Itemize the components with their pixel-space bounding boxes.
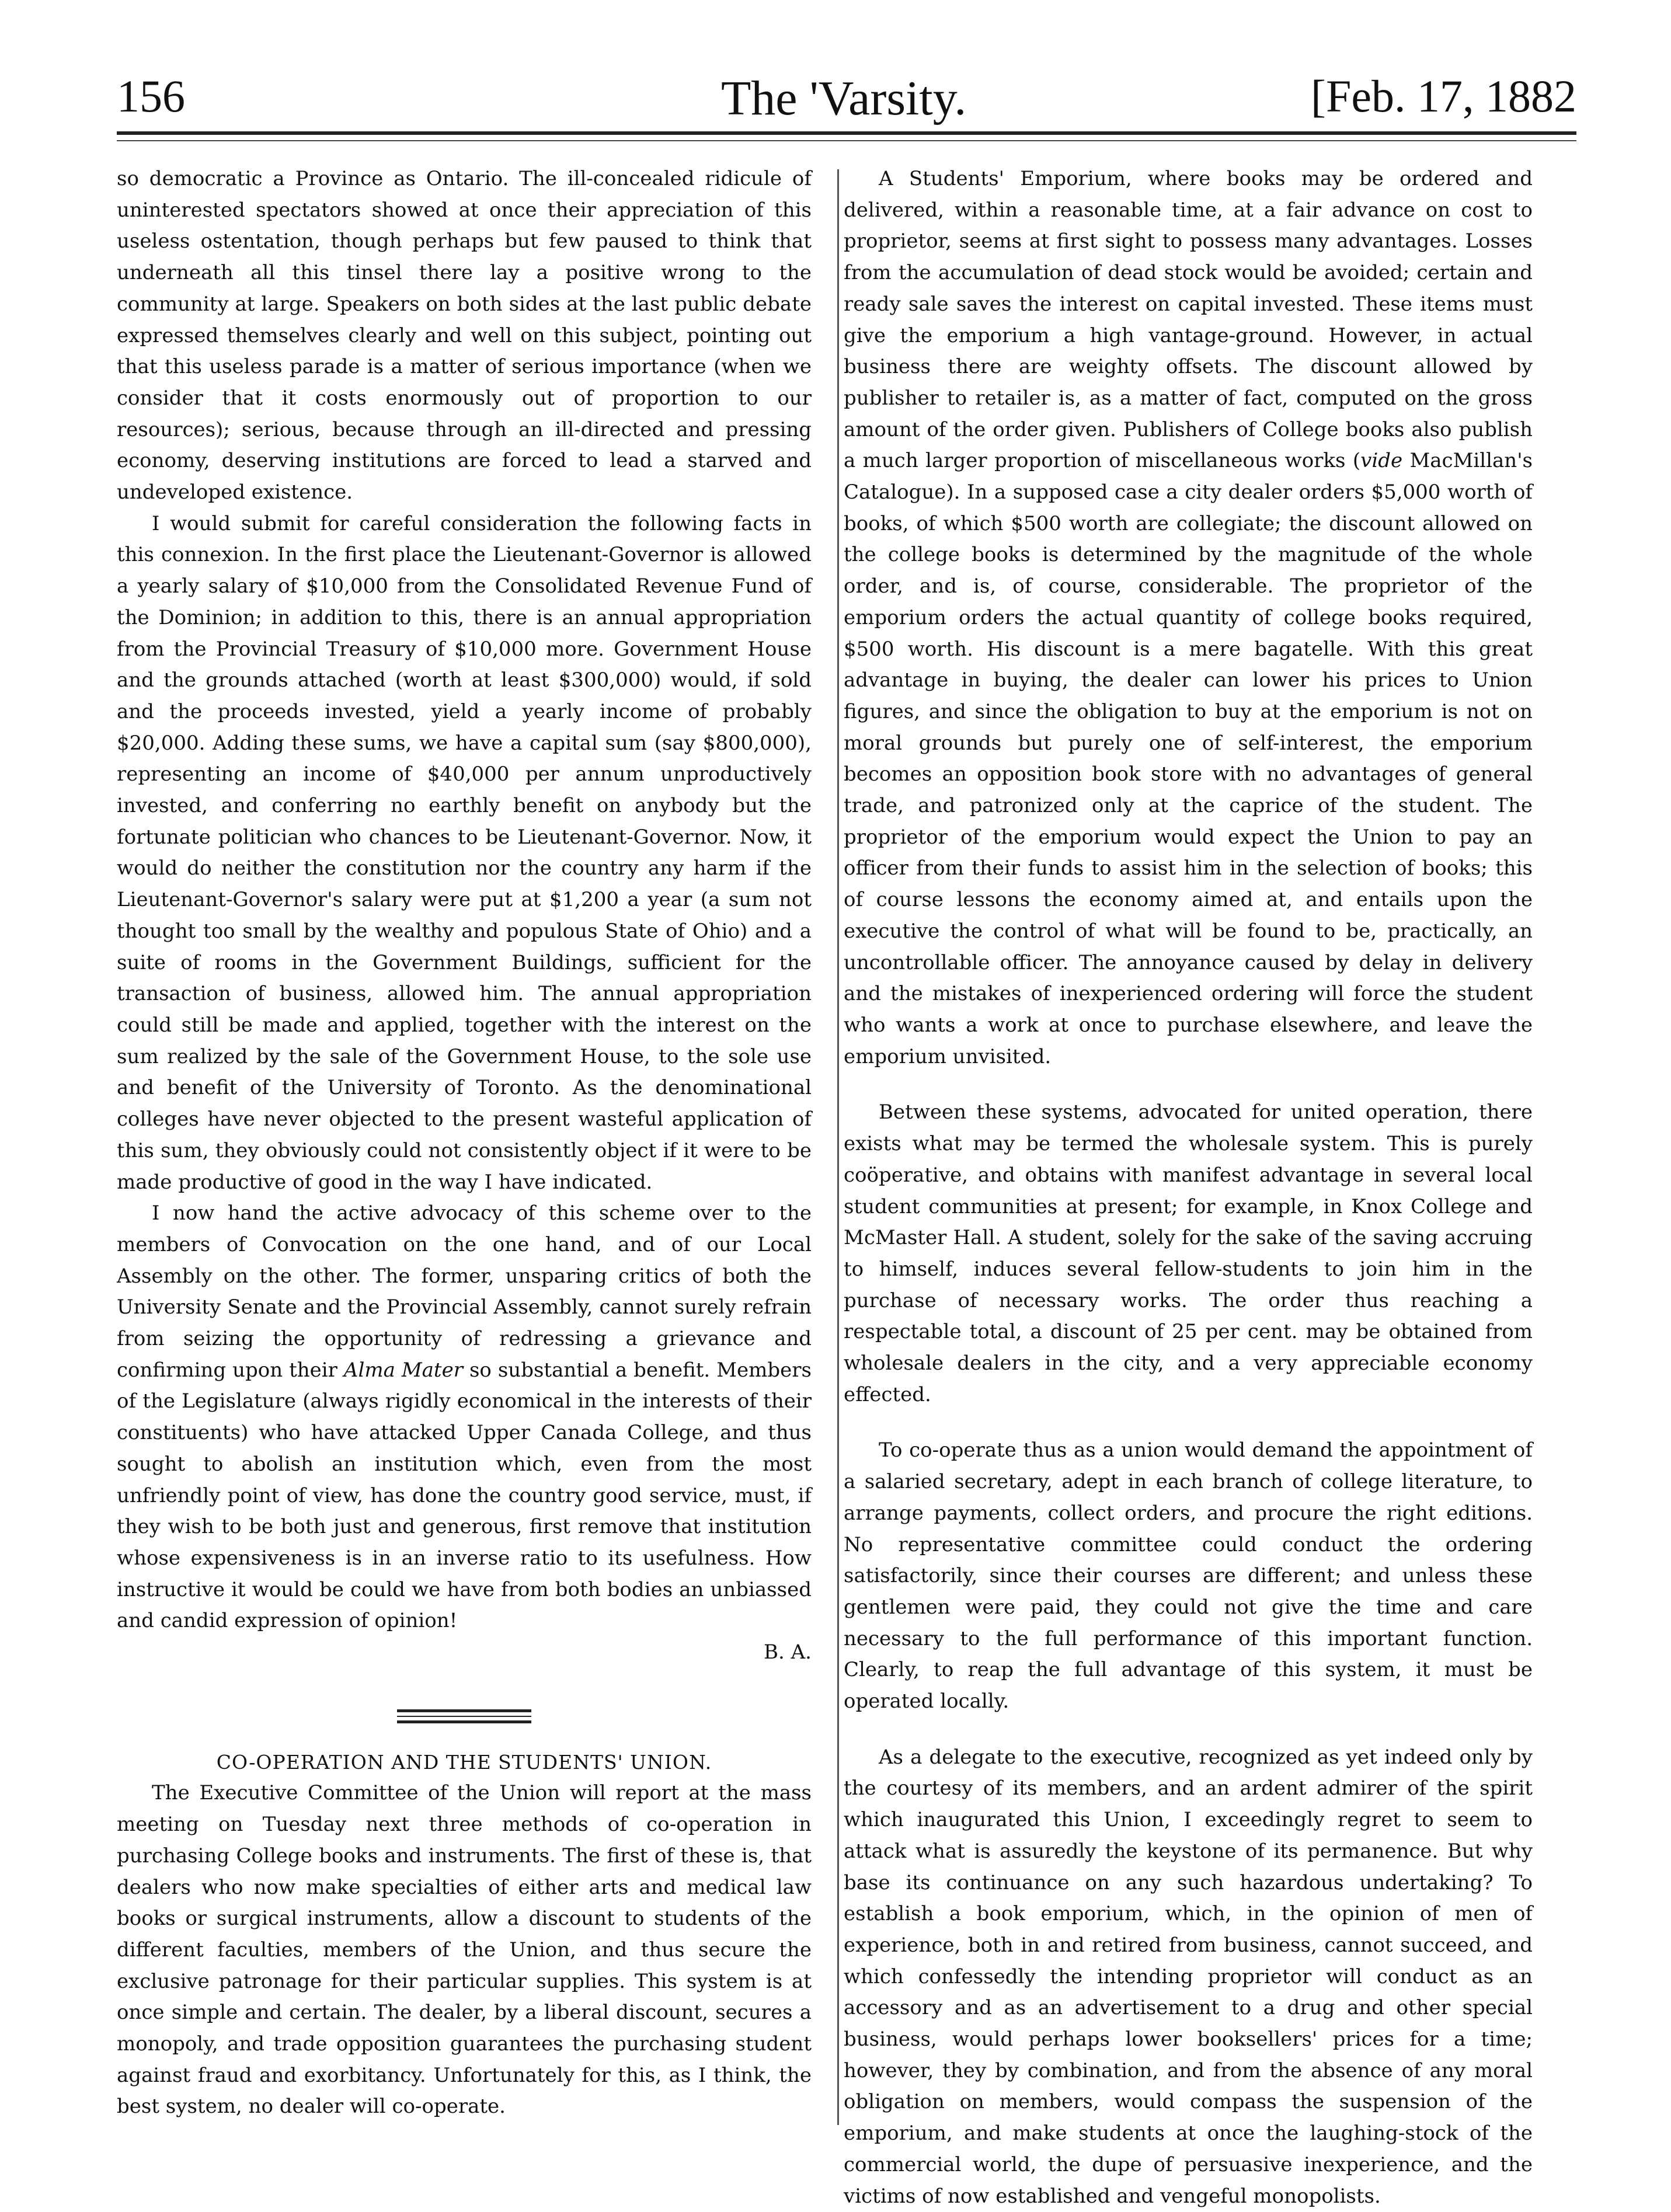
page-number: 156 [117, 71, 185, 121]
italic-phrase: Alma Mater [343, 1358, 463, 1382]
paragraph: so democratic a Province as Ontario. The ill-concealed ridicule of uninterested spectators showed at once their appreciation of this useless ostentation, though perhaps but few paused to think that underneath all this tinsel there lay a positive wrong to the community at large. Speakers on both sides at the last public debate expressed themselves clearly and well on this subject, pointing out that this useless parade is a matter of serious importance (when we consider that it costs enormously out of proportion to our resources); serious, because through an ill-directed and pressing economy, deserving institutions are forced to lead a starved and undeveloped existence. [117, 167, 812, 504]
paragraph [117, 1198, 812, 1637]
header-rule-thin [117, 140, 1576, 141]
paragraph-text: I now hand the active advocacy of this scheme over to the members of Convocation on the one hand, and of our Local Assembly on the other. The former, unsparing critics of both the University Senate and the Provincial Assembly, cannot surely refrain from seizing the opportunity of redressing a grievance and confirming upon their [117, 1201, 812, 1382]
right-column [844, 163, 1533, 2212]
masthead-title: The 'Varsity. [721, 71, 967, 126]
paragraph-text: so substantial a benefit. Members of the Legislature (always rigidly economical in the interests of their constituents) who have attacked Upper Canada College, and thus sought to abolish an institution which, even from the most unfriendly point of view, has done the country good service, must, if they wish to be both just and generous, first remove that institution whose expensiveness is in an inverse ratio to its usefulness. How instructive it would be could we have from both bodies an unbiassed and candid expression of opinion! [117, 1358, 812, 1633]
paragraph [844, 163, 1533, 1072]
paragraph-text: A Students' Emporium, where books may be ordered and delivered, within a reasonable time, at a fair advance on cost to proprietor, seems at first sight to possess many advantages. Losses from the accumulation of dead stock would be avoided; certain and ready sale saves the interest on capital invested. These items must give the emporium a high vantage-ground. However, in actual business there are weighty offsets. The discount allowed by publisher to retailer is, as a matter of fact, computed on the gross amount of the order given. Publishers of College books also publish a much larger proportion of miscellaneous works ( [844, 167, 1533, 473]
italic-phrase: vide [1360, 449, 1403, 473]
paragraph: I would submit for careful consideration the following facts in this connexion. In the first place the Lieutenant-Governor is allowed a yearly salary of $10,000 from the Consolidated Revenue Fund of the Dominion; in addition to this, there is an annual appropriation from the Provincial Treasury of $10,000 more. Government House and the grounds attached (worth at least $300,000) would, if sold and the proceeds invested, yield a yearly income of probably $20,000. Adding these sums, we have a capital sum (say $800,000), representing an income of $40,000 per annum unproductively invested, and conferring no earthly benefit on anybody but the fortunate politician who chances to be Lieutenant-Governor. Now, it would do neither the constitution nor the country any harm if the Lieutenant-Governor's salary were put at $1,200 a year (a sum not thought too small by the wealthy and populous State of Ohio) and a suite of rooms in the Government Buildings, sufficient for the transaction of business, allowed him. The annual appropriation could still be made and applied, together with the interest on the sum realized by the sale of the Government House, to the sole use and benefit of the University of Toronto. As the denominational colleges have never objected to the present wasteful application of this sum, they obviously could not consistently object if it were to be made productive of good in the way I have indicated. [117, 511, 812, 1194]
section-separator [397, 1709, 531, 1723]
left-column [117, 163, 812, 2123]
issue-date: [Feb. 17, 1882 [1311, 71, 1576, 121]
paragraph: The Executive Committee of the Union will report at the mass meeting on Tuesday next three methods of co-operation in purchasing College books and instruments. The first of these is, that dealers who now make specialties of either arts and medical law books or surgical instruments, allow a discount to students of the different faculties, members of the Union, and thus secure the exclusive patronage for their particular supplies. This system is at once simple and certain. The dealer, by a liberal discount, secures a monopoly, and trade opposition guarantees the purchasing student against fraud and exorbitancy. Unfortunately for this, as I think, the best system, no dealer will co-operate. [117, 1781, 812, 2119]
paragraph: As a delegate to the executive, recognized as yet indeed only by the courtesy of its members, and an ardent admirer of the spirit which inaugurated this Union, I exceedingly regret to seem to attack what is assuredly the keystone of its permanence. But why base its continuance on any such hazardous undertaking? To establish a book emporium, which, in the opinion of men of experience, both in and retired from business, cannot succeed, and which confessedly the intending proprietor will conduct as an accessory and as an advertisement to a drug and other special business, would perhaps lower booksellers' prices for a time; however, they by combination, and from the absence of any moral obligation on members, would compass the suspension of the emporium, and make students at once the laughing-stock of the commercial world, the dupe of persuasive inexperience, and the victims of now established and vengeful monopolists. [844, 1745, 1533, 2208]
paragraph-text: MacMillan's Catalogue). In a supposed case a city dealer orders $5,000 worth of books, of which $500 worth are collegiate; the discount allowed on the college books is determined by the magnitude of the whole order, and is, of course, considerable. The proprietor of the emporium orders the actual quantity of college books required, $500 worth. His discount is a mere bagatelle. With this great advantage in buying, the dealer can lower his prices to Union figures, and since the obligation to buy at the emporium is not on moral grounds but purely one of self-interest, the emporium becomes an opposition book store with no advantages of general trade, and patronized only at the caprice of the student. The proprietor of the emporium would expect the Union to pay an officer from their funds to assist him in the selection of books; this of course lessons the economy aimed at, and entails upon the executive the control of what will be found to be, practically, an uncontrollable officer. The annoyance caused by delay in delivery and the mistakes of inexperienced ordering will force the student who wants a work at once to purchase elsewhere, and leave the emporium unvisited. [844, 449, 1533, 1068]
signature: B. A. [764, 1640, 812, 1664]
paragraph: To co-operate thus as a union would demand the appointment of a salaried secretary, adept in each branch of college literature, to arrange payments, collect orders, and procure the right editions. No representative committee could conduct the ordering satisfactorily, since their courses are different; and unless these gentlemen were paid, they could not give the time and care necessary to the full performance of this important function. Clearly, to reap the full advantage of this system, it must be operated locally. [844, 1438, 1533, 1713]
column-divider [837, 169, 839, 2125]
paragraph: Between these systems, advocated for united operation, there exists what may be termed the wholesale system. This is purely coöperative, and obtains with manifest advantage in several local student communities at present; for example, in Knox College and McMaster Hall. A student, solely for the sake of the saving accruing to himself, induces several fellow-students to join him in the purchase of necessary works. The order thus reaching a respectable total, a discount of 25 per cent. may be obtained from wholesale dealers in the city, and a very appreciable economy effected. [844, 1100, 1533, 1406]
article-heading: CO-OPERATION AND THE STUDENTS' UNION. [216, 1750, 712, 1774]
page-header [117, 58, 1576, 134]
header-rule [117, 131, 1576, 135]
